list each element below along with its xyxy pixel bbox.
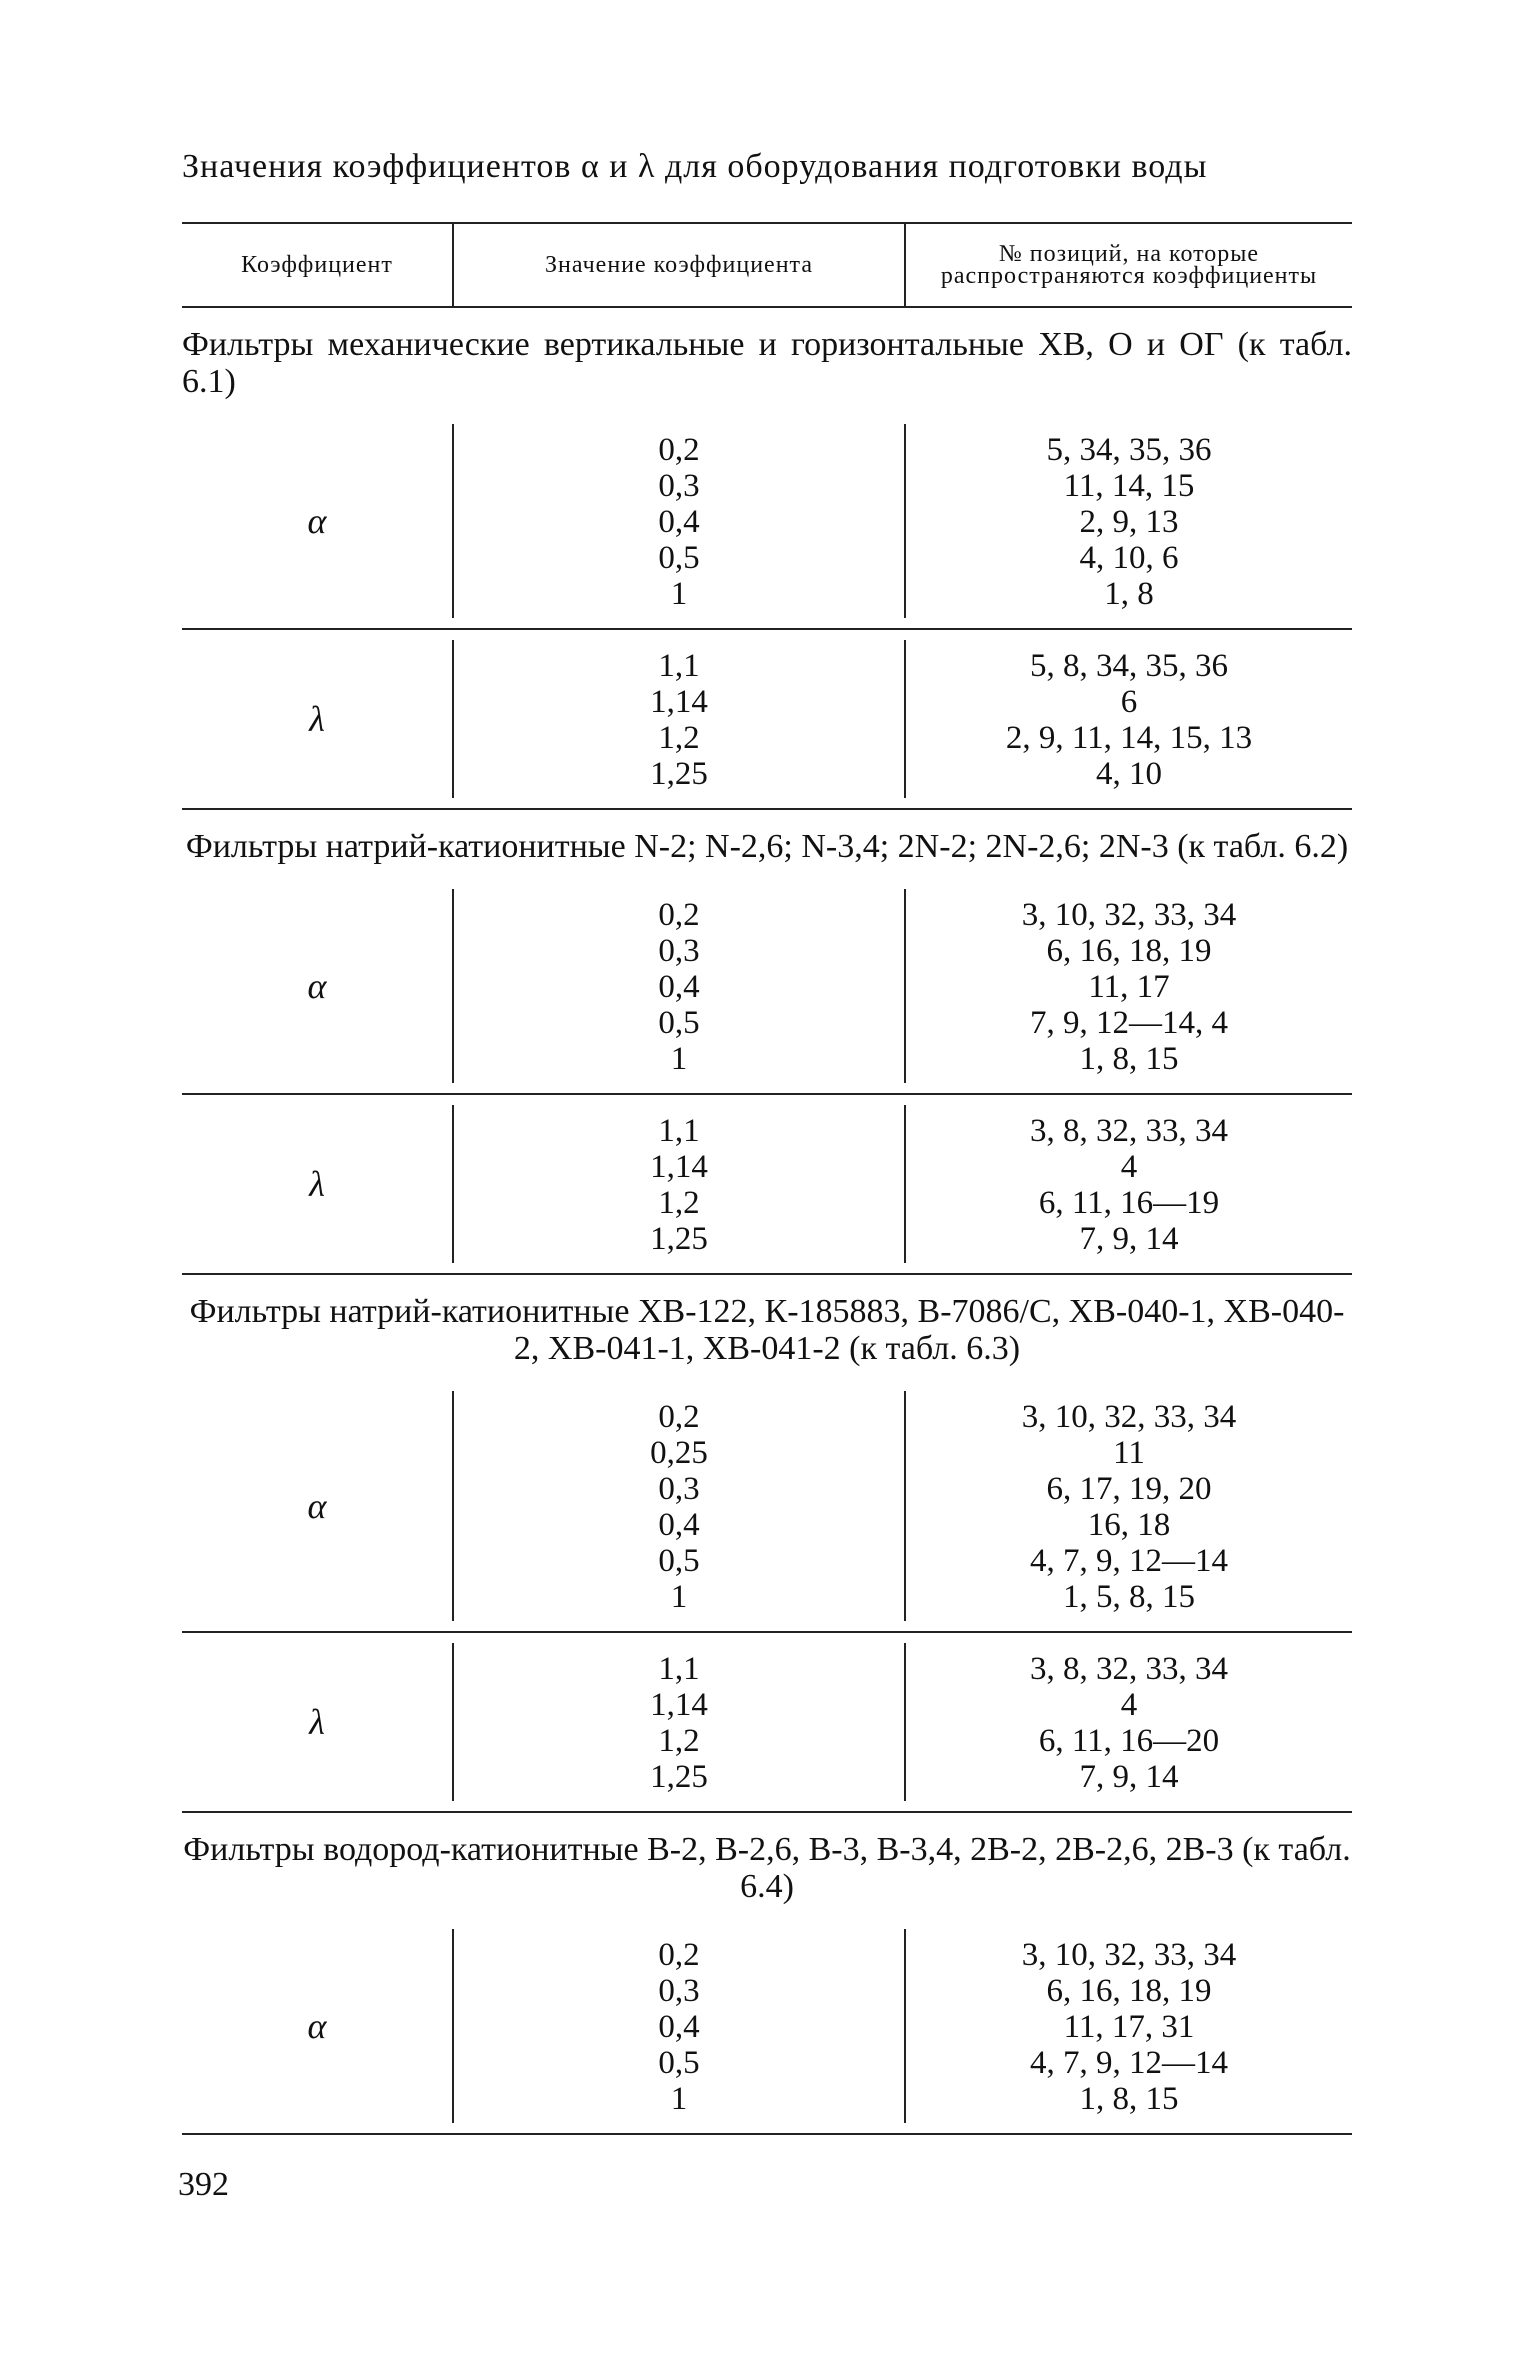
positions-cell: 4: [1120, 1149, 1138, 1185]
positions-cell: 16, 18: [1087, 1507, 1171, 1543]
positions-cell: 6, 17, 19, 20: [1046, 1471, 1212, 1507]
positions-cell: 3, 8, 32, 33, 34: [1030, 1651, 1228, 1687]
value-cell: 1,14: [650, 1687, 708, 1723]
coef-group: [182, 1095, 1352, 1273]
positions-cell: 6, 16, 18, 19: [1046, 1973, 1212, 2009]
positions-cell: 7, 9, 12—14, 4: [1030, 1005, 1228, 1041]
coef-values: [452, 1643, 904, 1801]
value-cell: 0,2: [658, 1937, 700, 1973]
coef-positions: [904, 640, 1352, 798]
coef-group: [182, 1633, 1352, 1811]
coef-values: [452, 1391, 904, 1621]
value-cell: 0,25: [650, 1435, 708, 1471]
value-cell: 0,5: [658, 540, 700, 576]
positions-cell: 4, 7, 9, 12—14: [1030, 2045, 1228, 2081]
section-title: Фильтры натрий-катионитные N-2; N-2,6; N-3,4; 2N-2; 2N-2,6; 2N-3 (к табл. 6.2): [185, 828, 1349, 865]
coef-values: [452, 889, 904, 1083]
positions-cell: 5, 8, 34, 35, 36: [1030, 648, 1228, 684]
value-cell: 1,25: [650, 1221, 708, 1257]
coef-values: [452, 1929, 904, 2123]
section-title: Фильтры натрий-катионитные ХВ-122, К-185883, В-7086/С, ХВ-040-1, ХВ-040-2, ХВ-041-1, ХВ-041-2 (к табл. 6.3): [189, 1293, 1345, 1367]
coef-symbol: λ: [309, 1164, 325, 1204]
value-cell: 0,4: [658, 969, 700, 1005]
coef-values: [452, 424, 904, 618]
positions-cell: 11, 17: [1088, 969, 1170, 1005]
section-title: Фильтры водород-катионитные В-2, В-2,6, В-3, В-3,4, 2В-2, 2В-2,6, 2В-3 (к табл. 6.4): [183, 1831, 1351, 1905]
positions-cell: 4, 10: [1096, 756, 1162, 792]
value-cell: 0,2: [658, 1399, 700, 1435]
value-cell: 1,1: [658, 1651, 700, 1687]
value-cell: 1: [670, 1579, 688, 1615]
coef-positions: [904, 1391, 1352, 1621]
positions-cell: 4, 10, 6: [1079, 540, 1179, 576]
value-cell: 1,25: [650, 756, 708, 792]
coef-values: [452, 1105, 904, 1263]
value-cell: 0,4: [658, 1507, 700, 1543]
coef-group: [182, 1381, 1352, 1631]
positions-cell: 3, 10, 32, 33, 34: [1021, 897, 1237, 933]
value-cell: 1,2: [658, 1723, 700, 1759]
value-cell: 1: [670, 2081, 688, 2117]
value-cell: 1,1: [658, 1113, 700, 1149]
coef-symbol: λ: [309, 1702, 325, 1742]
table-bottom-rule: [182, 2133, 1352, 2135]
value-cell: 0,2: [658, 897, 700, 933]
coef-symbol: α: [307, 1486, 327, 1526]
coef-symbol: α: [307, 501, 327, 541]
coef-positions: [904, 1643, 1352, 1801]
positions-cell: 7, 9, 14: [1079, 1759, 1179, 1795]
header-positions: № позиций, на которые распространяются коэффициенты: [904, 224, 1352, 306]
positions-cell: 11, 17, 31: [1063, 2009, 1195, 2045]
coef-group: [182, 414, 1352, 628]
header-value: Значение коэффициента: [452, 224, 904, 306]
value-cell: 0,4: [658, 504, 700, 540]
table-header: [182, 224, 1352, 306]
coef-positions: [904, 1105, 1352, 1263]
positions-cell: 1, 8: [1104, 576, 1154, 612]
value-cell: 0,2: [658, 432, 700, 468]
coef-group: [182, 1919, 1352, 2133]
page-number: 392: [178, 2166, 229, 2203]
value-cell: 1,14: [650, 1149, 708, 1185]
positions-cell: 6, 11, 16—19: [1038, 1185, 1220, 1221]
coef-symbol: α: [307, 2006, 327, 2046]
value-cell: 0,3: [658, 933, 700, 969]
positions-cell: 1, 5, 8, 15: [1063, 1579, 1195, 1615]
coef-group: [182, 630, 1352, 808]
value-cell: 0,5: [658, 1543, 700, 1579]
document-page: [182, 148, 1352, 2135]
coef-group: [182, 879, 1352, 1093]
positions-cell: 1, 8, 15: [1079, 2081, 1179, 2117]
value-cell: 0,3: [658, 468, 700, 504]
value-cell: 0,3: [658, 1471, 700, 1507]
value-cell: 0,4: [658, 2009, 700, 2045]
positions-cell: 3, 8, 32, 33, 34: [1030, 1113, 1228, 1149]
value-cell: 1,1: [658, 648, 700, 684]
value-cell: 1,25: [650, 1759, 708, 1795]
positions-cell: 3, 10, 32, 33, 34: [1021, 1399, 1237, 1435]
value-cell: 1,14: [650, 684, 708, 720]
positions-cell: 5, 34, 35, 36: [1046, 432, 1212, 468]
positions-cell: 7, 9, 14: [1079, 1221, 1179, 1257]
coef-positions: [904, 889, 1352, 1083]
positions-cell: 6: [1120, 684, 1138, 720]
header-coefficient: Коэффициент: [241, 252, 393, 278]
positions-cell: 6, 16, 18, 19: [1046, 933, 1212, 969]
positions-cell: 6, 11, 16—20: [1038, 1723, 1220, 1759]
value-cell: 0,5: [658, 1005, 700, 1041]
value-cell: 1: [670, 576, 688, 612]
value-cell: 1,2: [658, 720, 700, 756]
value-cell: 1: [670, 1041, 688, 1077]
positions-cell: 3, 10, 32, 33, 34: [1021, 1937, 1237, 1973]
positions-cell: 2, 9, 11, 14, 15, 13: [1005, 720, 1253, 756]
positions-cell: 11: [1113, 1435, 1145, 1471]
positions-cell: 1, 8, 15: [1079, 1041, 1179, 1077]
value-cell: 1,2: [658, 1185, 700, 1221]
coef-positions: [904, 1929, 1352, 2123]
coef-symbol: α: [307, 966, 327, 1006]
coef-values: [452, 640, 904, 798]
positions-cell: 2, 9, 13: [1079, 504, 1179, 540]
positions-cell: 4: [1120, 1687, 1138, 1723]
coef-symbol: λ: [309, 699, 325, 739]
value-cell: 0,3: [658, 1973, 700, 2009]
value-cell: 0,5: [658, 2045, 700, 2081]
section-title: Фильтры механические вертикальные и горизонтальные ХВ, О и ОГ (к табл. 6.1): [182, 326, 1352, 400]
coef-positions: [904, 424, 1352, 618]
positions-cell: 11, 14, 15: [1063, 468, 1195, 504]
positions-cell: 4, 7, 9, 12—14: [1030, 1543, 1228, 1579]
page-title: Значения коэффициентов α и λ для оборудования подготовки воды: [182, 148, 1208, 185]
